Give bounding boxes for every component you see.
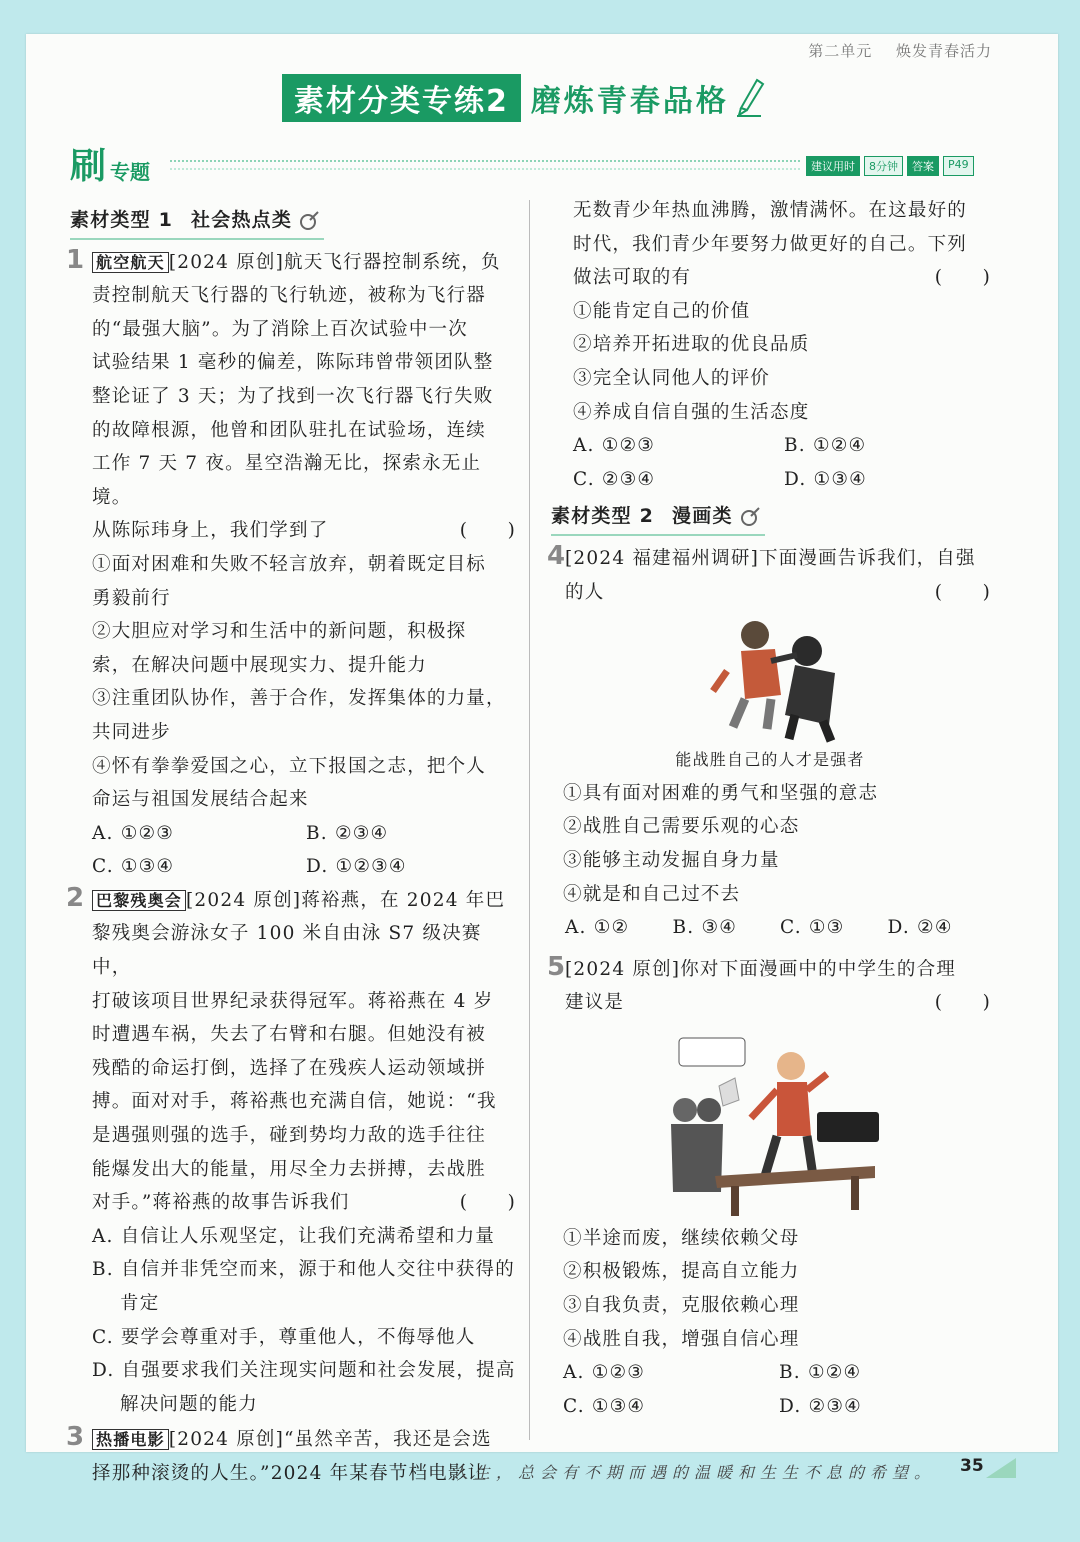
q1-line: 整论证了 3 天；为了找到一次飞行器飞行失败 [92, 385, 494, 407]
section-heading-1 [70, 204, 324, 240]
pen-icon [735, 78, 765, 118]
section-label: 素材类型 1 [70, 209, 174, 231]
question-tag: 热播电影 [92, 1429, 169, 1450]
q1-item: ①面对困难和失败不轻言放弃，朝着既定目标 [92, 553, 487, 575]
q3-options-row [545, 429, 995, 463]
q1-line: 试验结果 1 毫秒的偏差，陈际玮曾带领团队整 [92, 352, 494, 374]
q1-line: 工作 7 天 7 夜。星空浩瀚无比，探索永无止境。 [92, 453, 482, 508]
option-d[interactable]: D. 自强要求我们关注现实问题和社会发展，提高解决问题的能力 [92, 1360, 516, 1415]
q5-line: 建议是 [565, 992, 625, 1014]
cartoon-image [545, 1026, 995, 1222]
q3-item: ①能肯定自己的价值 [573, 300, 751, 322]
q1-line: 的故障根源，他曾和团队驻扎在试验场，连续 [92, 419, 487, 441]
q1-item: 勇毅前行 [92, 587, 171, 609]
answer-bracket: ( ) [459, 520, 516, 542]
q3-options-row [545, 463, 995, 497]
unit-label: 第二单元 [808, 42, 873, 60]
question-number: 3 [66, 1422, 86, 1453]
q1-options-row [64, 850, 520, 884]
shua-small: 专题 [110, 160, 151, 184]
badge-time: 8分钟 [864, 156, 903, 176]
answer-bracket: ( ) [934, 581, 991, 603]
title-box: 素材分类专练2 [282, 74, 521, 122]
option-b[interactable]: B. ②③④ [306, 822, 389, 844]
q3-line: [2024 原创]“虽然辛苦，我还是会选 [168, 1429, 492, 1451]
question-number: 1 [66, 244, 86, 275]
option-b[interactable]: B. ①②④ [779, 1362, 862, 1384]
q4-item: ②战胜自己需要乐观的心态 [563, 816, 800, 838]
q3-line: 择那种滚烫的人生。”2024 年某春节档电影让 [92, 1462, 488, 1484]
right-column [545, 194, 995, 1423]
q4-line: 的人 [565, 581, 605, 603]
q1-line: 责控制航天飞行器的飞行轨迹，被称为飞行器 [92, 285, 487, 307]
section-label: 素材类型 2 [551, 505, 655, 528]
q2-line: 黎残奥会游泳女子 100 米自由泳 S7 级决赛中， [92, 923, 482, 979]
q3-item: ③完全认同他人的评价 [573, 367, 771, 389]
option-c[interactable]: C. 要学会尊重对手，尊重他人，不侮辱他人 [92, 1326, 476, 1348]
left-column [64, 200, 520, 1491]
q1-item: 命运与祖国发展结合起来 [92, 789, 309, 811]
badges [806, 156, 974, 176]
q2-line: 时遭遇车祸，失去了右臂和右腿。但她没有被 [92, 1024, 487, 1046]
page-number: 35 [960, 1456, 984, 1476]
q3-item: ④养成自信自强的生活态度 [573, 401, 810, 423]
writing-hand-icon [739, 506, 761, 528]
q2-line: 搏。面对对手，蒋裕燕也充满自信，她说：“我 [92, 1091, 497, 1113]
option-a[interactable]: A. ①② [565, 917, 630, 939]
section-heading-2 [551, 500, 765, 536]
answer-bracket: ( ) [934, 267, 991, 289]
question-number: 5 [547, 951, 567, 982]
q3-cont-line: 时代，我们青少年要努力做更好的自己。下列 [573, 233, 968, 255]
q4-line: [2024 福建福州调研]下面漫画告诉我们，自强 [565, 547, 976, 569]
q3-item: ②培养开拓进取的优良品质 [573, 334, 810, 356]
option-a[interactable]: A. ①②③ [573, 435, 656, 457]
q4-item: ①具有面对困难的勇气和坚强的意志 [563, 782, 879, 804]
option-d[interactable]: D. ①③④ [784, 468, 867, 490]
question-number: 2 [66, 882, 86, 913]
option-a[interactable]: A. ①②③ [92, 822, 175, 844]
page-title [282, 76, 765, 120]
q1-line: 从陈际玮身上，我们学到了 [92, 520, 329, 542]
cartoon-balance-beam [545, 1026, 995, 1222]
option-b[interactable]: B. ①②④ [784, 435, 867, 457]
q3-cont-line: 做法可取的有 [573, 267, 692, 289]
option-a[interactable]: A. 自信让人乐观坚定，让我们充满希望和力量 [92, 1225, 496, 1247]
q5-line: [2024 原创]你对下面漫画中的中学生的合理 [565, 958, 956, 980]
q5-item: ④战胜自我，增强自信心理 [563, 1328, 800, 1350]
q5-item: ②积极锻炼，提高自立能力 [563, 1261, 800, 1283]
q1-line: [2024 原创]航天飞行器控制系统，负 [168, 251, 501, 273]
page-corner-decoration [986, 1458, 1016, 1478]
option-c[interactable]: C. ①③④ [92, 856, 175, 878]
q4-item: ④就是和自己过不去 [563, 883, 741, 905]
unit-header [790, 40, 992, 61]
writing-hand-icon [298, 210, 320, 232]
question-2 [64, 884, 520, 1220]
q4-options-row [545, 911, 995, 945]
shua-big: 刷 [70, 146, 107, 187]
q1-item: ③注重团队协作，善于合作，发挥集体的力量， [92, 688, 506, 710]
q2-line: 能爆发出大的能量，用尽全力去拼搏，去战胜 [92, 1158, 487, 1180]
q5-options-row [545, 1390, 995, 1424]
option-c[interactable]: C. ①③④ [563, 1395, 646, 1417]
answer-bracket: ( ) [459, 1192, 516, 1214]
cartoon-image [545, 615, 995, 743]
column-divider [529, 200, 530, 1440]
q1-item: ②大胆应对学习和生活中的新问题，积极探 [92, 621, 467, 643]
q1-item: 索，在解决问题中展现实力、提升能力 [92, 654, 427, 676]
q2-line: 残酷的命运打倒，选择了在残疾人运动领域拼 [92, 1057, 487, 1079]
cartoon-self-struggle [545, 615, 995, 743]
q2-line: 是遇强则强的选手，碰到势均力敌的选手往往 [92, 1125, 487, 1147]
option-b[interactable]: B. 自信并非凭空而来，源于和他人交往中获得的肯定 [92, 1259, 515, 1314]
q5-item: ③自我负责，克服依赖心理 [563, 1295, 800, 1317]
q1-item: 共同进步 [92, 721, 171, 743]
question-4 [545, 542, 995, 609]
badge-time-label: 建议用时 [806, 156, 860, 176]
q1-options-row [64, 817, 520, 851]
q3-cont-line: 无数青少年热血沸腾，激情满怀。在这最好的 [573, 200, 968, 221]
q2-line: 对手。”蒋裕燕的故事告诉我们 [92, 1192, 350, 1214]
q1-line: 的“最强大脑”。为了消除上百次试验中一次 [92, 318, 468, 340]
q2-line: 打破该项目世界纪录获得冠军。蒋裕燕在 4 岁 [92, 990, 494, 1012]
shua-heading [70, 138, 150, 189]
option-a[interactable]: A. ①②③ [563, 1362, 646, 1384]
q5-options-row [545, 1356, 995, 1390]
question-tag: 航空航天 [92, 252, 169, 273]
question-5 [545, 953, 995, 1020]
question-1 [64, 246, 520, 817]
unit-title: 焕发青春活力 [895, 42, 992, 60]
badge-answer-label: 答案 [907, 156, 939, 176]
q1-item: ④怀有拳拳爱国之心，立下报国之志，把个人 [92, 755, 487, 777]
option-b[interactable]: B. ③④ [672, 917, 738, 939]
question-number: 4 [547, 540, 567, 571]
answer-bracket: ( ) [934, 992, 991, 1014]
section-name: 社会热点类 [191, 209, 293, 231]
option-c[interactable]: C. ②③④ [573, 468, 656, 490]
title-sub: 磨炼青春品格 [530, 84, 729, 119]
option-c[interactable]: C. ①③ [780, 917, 845, 939]
option-d[interactable]: D. ①②③④ [306, 856, 407, 878]
q4-item: ③能够主动发掘自身力量 [563, 849, 780, 871]
footer-motto: 人生，总会有不期而遇的温暖和生生不息的希望。 [452, 1463, 937, 1482]
cartoon-caption: 能战胜自己的人才是强者 [675, 750, 865, 770]
option-d[interactable]: D. ②④ [887, 917, 953, 939]
q5-item: ①半途而废，继续依赖父母 [563, 1227, 800, 1249]
section-name: 漫画类 [672, 505, 733, 528]
option-d[interactable]: D. ②③④ [779, 1395, 862, 1417]
q2-line: [2024 原创]蒋裕燕，在 2024 年巴 [186, 889, 506, 911]
question-tag: 巴黎残奥会 [92, 890, 186, 911]
badge-answer-page: P49 [943, 156, 974, 176]
dotted-divider [170, 160, 800, 170]
